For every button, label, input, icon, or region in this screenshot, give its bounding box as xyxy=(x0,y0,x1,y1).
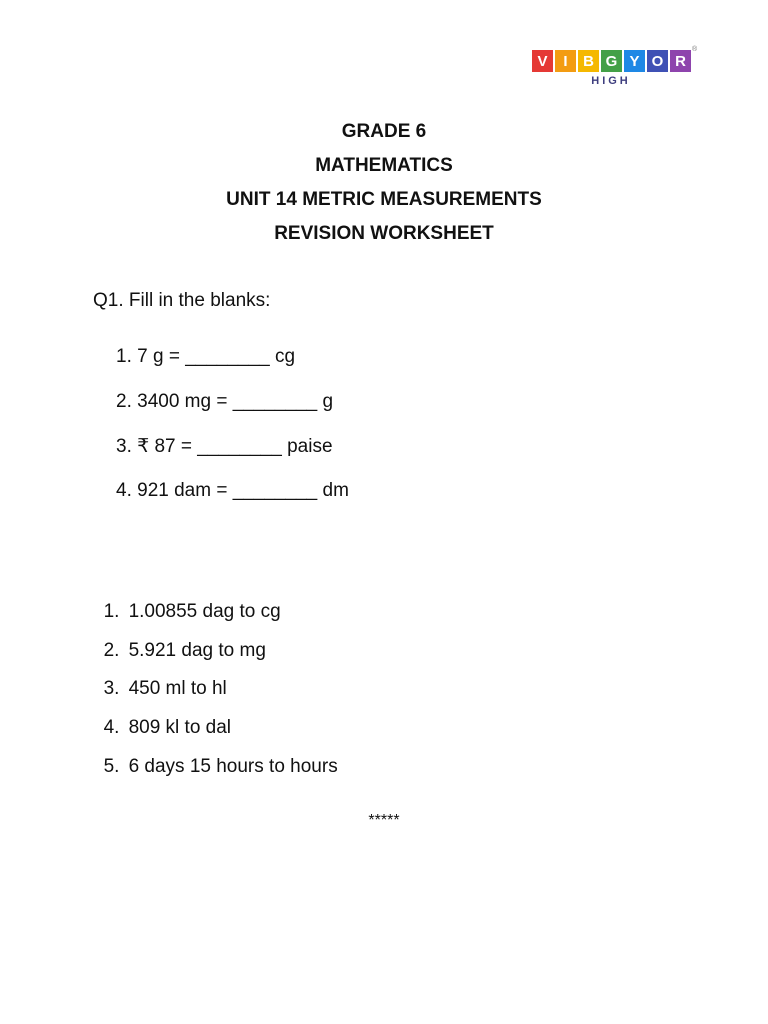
conversion-item xyxy=(93,656,227,700)
conversion-item xyxy=(93,579,281,623)
logo-letter-g: G xyxy=(601,50,622,72)
conversion-number: 5. xyxy=(103,756,120,777)
conversion-text: 1.00855 dag to cg xyxy=(128,601,281,622)
logo-letter-r: R xyxy=(670,50,691,72)
fill-blank-item: 2. 3400 mg = ________ g xyxy=(116,391,334,412)
conversion-text: 450 ml to hl xyxy=(128,678,227,699)
conversion-number: 3. xyxy=(103,678,120,699)
logo-letter-o: O xyxy=(647,50,668,72)
end-of-worksheet-mark: ***** xyxy=(368,812,400,829)
fill-blank-item: 4. 921 dam = ________ dm xyxy=(116,480,349,501)
registered-mark: ® xyxy=(692,46,698,53)
conversion-item xyxy=(93,695,231,739)
logo-letter-y: Y xyxy=(624,50,645,72)
subject-heading: MATHEMATICS xyxy=(315,155,453,176)
logo-subtitle: HIGH xyxy=(591,75,631,87)
logo-letter-i: I xyxy=(555,50,576,72)
conversion-text: 5.921 dag to mg xyxy=(128,640,266,661)
question-1-title: Q1. Fill in the blanks: xyxy=(93,290,271,311)
logo-letters xyxy=(532,50,698,72)
worksheet-type-heading: REVISION WORKSHEET xyxy=(274,223,494,244)
grade-heading: GRADE 6 xyxy=(341,121,427,142)
logo-letter-b: B xyxy=(578,50,599,72)
conversion-number: 2. xyxy=(103,640,120,661)
fill-blank-item: 3. ₹ 87 = ________ paise xyxy=(116,436,333,457)
conversion-number: 4. xyxy=(103,717,120,738)
conversion-text: 6 days 15 hours to hours xyxy=(128,756,338,777)
logo-letter-v: V xyxy=(532,50,553,72)
fill-blank-item: 1. 7 g = ________ cg xyxy=(116,346,296,367)
conversion-item xyxy=(93,734,338,778)
conversion-number: 1. xyxy=(103,601,120,622)
conversion-text: 809 kl to dal xyxy=(128,717,232,738)
school-logo xyxy=(532,46,698,94)
unit-heading: UNIT 14 METRIC MEASUREMENTS xyxy=(226,189,542,210)
